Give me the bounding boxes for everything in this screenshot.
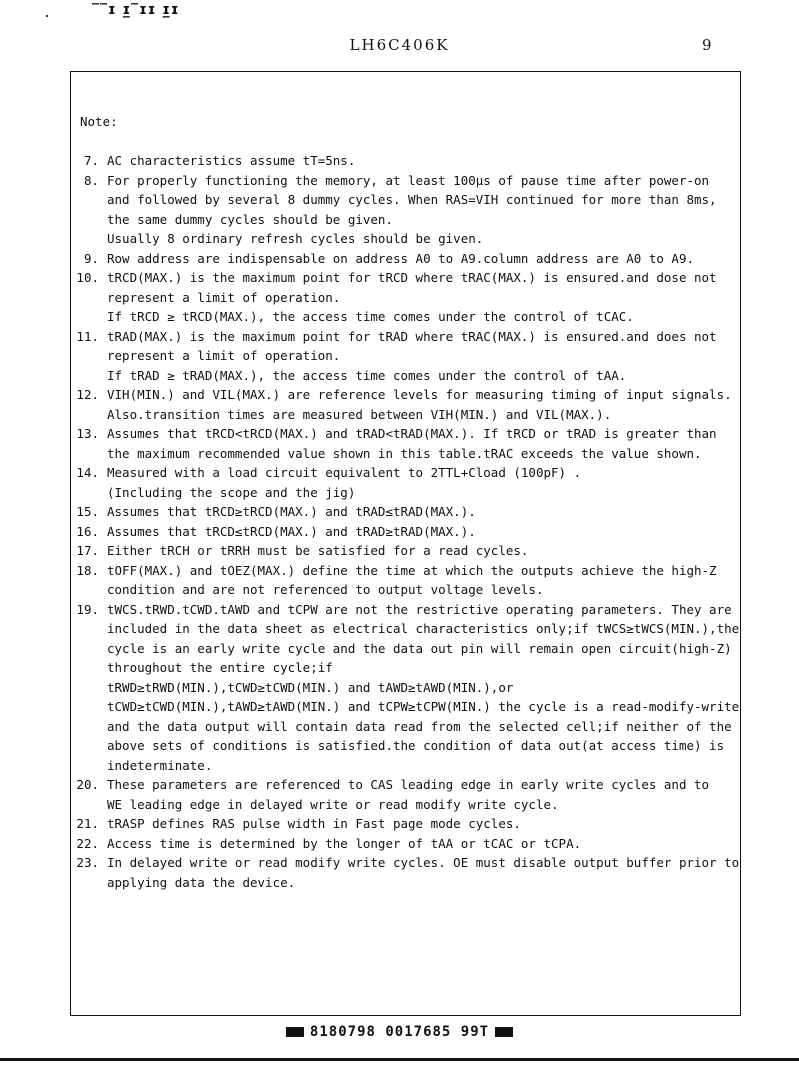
note-number: 19.	[76, 601, 99, 617]
note-text: VIH(MIN.) and VIL(MAX.) are reference levels for measuring timing of input signals.	[107, 387, 732, 402]
note-text: tRCD(MAX.) is the maximum point for tRCD where tRAC(MAX.) is ensured.and dose not	[107, 270, 717, 285]
note-text: represent a limit of operation.	[107, 348, 341, 363]
note-text: the maximum recommended value shown in this table.tRAC exceeds the value shown.	[107, 445, 702, 461]
note-text: In delayed write or read modify write cycles. OE must disable output buffer prior to	[107, 855, 740, 870]
note-text: Assumes that tRCD≤tRCD(MAX.) and tRAD≥tRAD(MAX.).	[107, 523, 476, 539]
note-text: above sets of conditions is satisfied.the condition of data out(at access time) is	[107, 738, 725, 753]
footer-block-right	[495, 1027, 513, 1037]
note-number: 17.	[76, 543, 99, 558]
note-text: Measured with a load circuit equivalent to 2TTL+Cload (100pF) .	[107, 465, 582, 480]
note-number: 23.	[76, 855, 99, 870]
note-text: included in the data sheet as electrical characteristics only;if tWCS≥tWCS(MIN.),the	[107, 621, 740, 636]
note-text: tCWD≥tCWD(MIN.),tAWD≥tAWD(MIN.) and tCPW≥tCPW(MIN.) the cycle is a read-modify-write	[107, 699, 740, 714]
note-text: tRWD≥tRWD(MIN.),tCWD≥tCWD(MIN.) and tAWD≥tAWD(MIN.),or	[107, 679, 514, 695]
note-number: 8.	[83, 172, 99, 188]
note-number: 15.	[76, 504, 99, 519]
note-number: 7.	[83, 153, 99, 168]
note-text: tWCS.tRWD.tCWD.tAWD and tCPW are not the restrictive operating parameters. They are	[107, 601, 732, 617]
note-text: condition and are not referenced to output voltage levels.	[107, 582, 544, 597]
top-logo-fragment: ‾‾ɪ ɪ̲‾ɪɪ ɪ̲ɪ	[92, 2, 180, 18]
note-text: the same dummy cycles should be given.	[107, 211, 393, 227]
note-number: 10.	[76, 270, 99, 285]
note-text: Assumes that tRCD≥tRCD(MAX.) and tRAD≤tRAD(MAX.).	[107, 504, 476, 519]
note-label: Note:	[80, 114, 118, 129]
footer-block-left	[286, 1027, 304, 1037]
note-number: 21.	[76, 816, 99, 831]
note-text: WE leading edge in delayed write or read modify write cycle.	[107, 796, 559, 812]
note-text: tRASP defines RAS pulse width in Fast page mode cycles.	[107, 816, 521, 831]
page-number: 9	[702, 36, 712, 54]
note-number: 16.	[76, 523, 99, 539]
note-text: Either tRCH or tRRH must be satisfied for a read cycles.	[107, 543, 529, 558]
note-text: tOFF(MAX.) and tOEZ(MAX.) define the time at which the outputs achieve the high-Z	[107, 562, 717, 578]
note-text: If tRAD ≥ tRAD(MAX.), the access time comes under the control of tAA.	[107, 367, 627, 383]
note-text: throughout the entire cycle;if	[107, 660, 333, 675]
note-text: applying data the device.	[107, 874, 296, 890]
note-number: 18.	[76, 562, 99, 578]
note-text: and the data output will contain data read from the selected cell;if neither of the	[107, 718, 732, 734]
bottom-rule	[0, 1058, 799, 1061]
note-text: and followed by several 8 dummy cycles. When RAS=VIH continued for more than 8ms,	[107, 192, 717, 207]
note-text: Access time is determined by the longer of tAA or tCAC or tCPA.	[107, 835, 582, 851]
note-text: If tRCD ≥ tRCD(MAX.), the access time comes under the control of tCAC.	[107, 309, 634, 324]
note-text: AC characteristics assume tT=5ns.	[107, 153, 356, 168]
note-number: 13.	[76, 426, 99, 441]
note-text: These parameters are referenced to CAS leading edge in early write cycles and to	[107, 777, 710, 792]
note-text: (Including the scope and the jig)	[107, 484, 356, 500]
note-text: Also.transition times are measured between VIH(MIN.) and VIL(MAX.).	[107, 406, 612, 422]
note-text: Usually 8 ordinary refresh cycles should be given.	[107, 231, 484, 246]
note-number: 9.	[83, 250, 99, 266]
note-number: 20.	[76, 777, 99, 792]
note-text: indeterminate.	[107, 757, 213, 773]
note-text: cycle is an early write cycle and the data out pin will remain open circuit(high-Z)	[107, 640, 732, 656]
note-number: 11.	[76, 328, 99, 344]
note-text: For properly functioning the memory, at least 100μs of pause time after power-on	[107, 172, 710, 188]
page-header-title: LH6C406K	[349, 36, 450, 54]
note-text: represent a limit of operation.	[107, 289, 341, 305]
note-number: 14.	[76, 465, 99, 480]
note-number: 22.	[76, 835, 99, 851]
footer-barcode	[0, 1024, 799, 1040]
footer-code-text: 8180798 0017685 99T	[309, 1024, 490, 1040]
note-number: 12.	[76, 387, 99, 402]
note-text: Row address are indispensable on address A0 to A9.column address are A0 to A9.	[107, 250, 694, 266]
note-text: tRAD(MAX.) is the maximum point for tRAD where tRAC(MAX.) is ensured.and does not	[107, 328, 717, 344]
note-text: Assumes that tRCD<tRCD(MAX.) and tRAD<tRAD(MAX.). If tRCD or tRAD is greater than	[107, 426, 717, 441]
